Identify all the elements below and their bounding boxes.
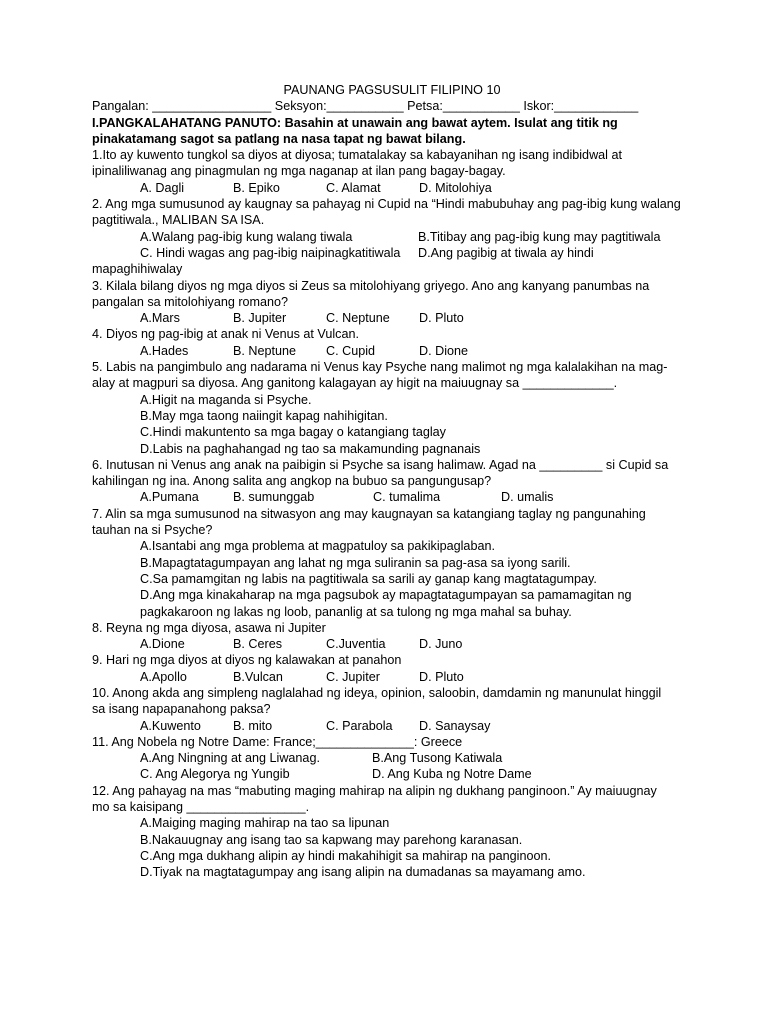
choice-c: C.Juventia (326, 637, 386, 652)
question-1-text: 1.Ito ay kuwento tungkol sa diyos at diyosa; tumatalakay sa kabayanihan ng isang indibidwal at (92, 148, 622, 163)
question-10-text-cont: sa isang napapanahong paksa? (92, 702, 271, 717)
choice-d: D.Ang pagibig at tiwala ay hindi (418, 245, 594, 260)
instructions-line-1: I.PANGKALAHATANG PANUTO: Basahin at unawain ang bawat aytem. Isulat ang titik ng (92, 115, 618, 130)
question-6-text-cont: kahilingan ng ina. Anong salita ang angkop na bubuo sa pangungusap? (92, 474, 492, 489)
page-title: PAUNANG PAGSUSULIT FILIPINO 10 (283, 83, 501, 97)
choice-c: C. Jupiter (326, 669, 380, 684)
choice-d-cont: mapaghihiwalay (92, 262, 183, 277)
choice-a: A.Hades (140, 343, 189, 358)
question-2-text: 2. Ang mga sumusunod ay kaugnay sa pahayag ni Cupid na “Hindi mabubuhay ang pag-ibig kung walang (92, 197, 681, 212)
question-11-text: 11. Ang Nobela ng Notre Dame: France;______________: Greece (92, 734, 463, 749)
question-12-text-cont: mo sa kaisipang _________________. (92, 800, 310, 815)
choice-a: A. Dagli (140, 180, 185, 195)
question-6-choices (92, 489, 692, 505)
quiz-content (92, 82, 692, 881)
choice-d: D. umalis (501, 490, 554, 505)
choice-d: D. Pluto (419, 311, 464, 326)
choice-a: A.Ang Ningning at ang Liwanag. (140, 751, 320, 766)
choice-c: C. Cupid (326, 343, 375, 358)
question-4-text: 4. Diyos ng pag-ibig at anak ni Venus at Vulcan. (92, 327, 359, 342)
choice-b: B.Ang Tusong Katiwala (372, 751, 503, 766)
choice-b: B. sumunggab (233, 490, 315, 505)
choice-c: C. Hindi wagas ang pag-ibig naipinagkatitiwala (140, 245, 401, 260)
choice-d: D. Pluto (419, 669, 464, 684)
choice-b: B.Mapagtatagumpayan ang lahat ng mga suliranin sa pag-asa sa iyong sarili. (140, 555, 571, 570)
choice-b: B. Jupiter (233, 311, 287, 326)
choice-c: C.Sa pamamgitan ng labis na pagtitiwala sa sarili ay ganap kang magtatagumpay. (140, 571, 597, 586)
choice-b: B.Vulcan (233, 669, 283, 684)
choice-b: B.Nakauugnay ang isang tao sa kapwang may parehong karanasan. (140, 832, 523, 847)
choice-b: B.Titibay ang pag-ibig kung may pagtitiwala (418, 229, 661, 244)
question-8-choices (92, 636, 692, 652)
choice-a: A.Dione (140, 637, 185, 652)
choice-b: B.May mga taong naiingit kapag nahihigitan. (140, 408, 388, 423)
choice-c: C. Parabola (326, 718, 393, 733)
choice-a: A.Higit na maganda si Psyche. (140, 392, 312, 407)
question-1-text-cont: ipinaliliwanag ang pinagmulan ng mga naganap at ilan pang bagay-bagay. (92, 164, 506, 179)
choice-c: C.Hindi makuntento sa mga bagay o katangiang taglay (140, 425, 446, 440)
question-7-text: 7. Alin sa mga sumusunod na sitwasyon ang may kaugnayan sa katangiang taglay ng pangunahing (92, 506, 646, 521)
choice-b: B. Epiko (233, 180, 280, 195)
question-3-choices (92, 310, 692, 326)
choice-d: D. Juno (419, 637, 463, 652)
question-5-text: 5. Labis na pangimbulo ang nadarama ni Venus kay Psyche nang malimot ng mga kalalakihan na mag- (92, 360, 668, 375)
choice-c: C. Neptune (326, 311, 390, 326)
question-6-text: 6. Inutusan ni Venus ang anak na paibigin si Psyche sa isang halimaw. Agad na _________ si Cupid sa (92, 457, 669, 472)
choice-d: D.Tiyak na magtatagumpay ang isang alipin na dumadanas sa mayamang amo. (140, 865, 586, 880)
choice-a: A.Apollo (140, 669, 187, 684)
choice-b: B. Neptune (233, 343, 297, 358)
choice-d: D. Dione (419, 343, 468, 358)
choice-d: D. Ang Kuba ng Notre Dame (372, 767, 532, 782)
question-5-text-cont: alay at magpuri sa diyosa. Ang ganitong kalagayan ay higit na maiuugnay sa _____________. (92, 376, 618, 391)
choice-c: C.Ang mga dukhang alipin ay hindi makahihigit sa mahirap na panginoon. (140, 848, 551, 863)
student-info-line: Pangalan: _________________ Seksyon:___________ Petsa:___________ Iskor:____________ (92, 99, 639, 114)
choice-b: B. Ceres (233, 637, 282, 652)
choice-a: A.Walang pag-ibig kung walang tiwala (140, 229, 353, 244)
question-3-text-cont: pangalan sa mitolohiyang romano? (92, 294, 289, 309)
question-11-choices-cd (92, 766, 692, 782)
question-8-text: 8. Reyna ng mga diyosa, asawa ni Jupiter (92, 620, 326, 635)
choice-c: C. Alamat (326, 180, 381, 195)
choice-d: D. Sanaysay (419, 718, 491, 733)
choice-d: D.Labis na paghahangad ng tao sa makamunding pagnanais (140, 441, 481, 456)
question-10-choices (92, 718, 692, 734)
question-9-choices (92, 669, 692, 685)
question-3-text: 3. Kilala bilang diyos ng mga diyos si Zeus sa mitolohiyang griyego. Ano ang kanyang panumbas na (92, 278, 650, 293)
choice-a: A.Mars (140, 311, 180, 326)
question-7-text-cont: tauhan na si Psyche? (92, 523, 213, 538)
question-10-text: 10. Anong akda ang simpleng naglalahad ng ideya, opinion, saloobin, damdamin ng manunulat hinggil (92, 685, 662, 700)
choice-c: C. tumalima (373, 490, 441, 505)
choice-c: C. Ang Alegorya ng Yungib (140, 767, 290, 782)
choice-a: A.Kuwento (140, 718, 201, 733)
choice-a: A.Isantabi ang mga problema at magpatuloy sa pakikipaglaban. (140, 539, 495, 554)
instructions-line-2: pinakatamang sagot sa patlang na nasa tapat ng bawat bilang. (92, 131, 466, 146)
choice-d: D.Ang mga kinakaharap na mga pagsubok ay mapagtatagumpayan sa pamamagitan ng (140, 588, 632, 603)
question-11-choices-ab (92, 750, 692, 766)
choice-b: B. mito (233, 718, 273, 733)
question-2-text-cont: pagtitiwala., MALIBAN SA ISA. (92, 213, 265, 228)
question-9-text: 9. Hari ng mga diyos at diyos ng kalawakan at panahon (92, 653, 402, 668)
choice-d-cont: pagkakaroon ng lakas ng loob, pananlig at sa tulong ng mga mahal sa buhay. (140, 604, 572, 619)
question-4-choices (92, 343, 692, 359)
question-2-choices-ab (92, 229, 692, 245)
choice-a: A.Pumana (140, 490, 199, 505)
question-12-text: 12. Ang pahayag na mas “mabuting maging mahirap na alipin ng dukhang panginoon.” Ay maiuugnay (92, 783, 657, 798)
choice-a: A.Maiging maging mahirap na tao sa lipunan (140, 816, 390, 831)
choice-d: D. Mitolohiya (419, 180, 492, 195)
question-1-choices (92, 180, 692, 196)
question-2-choices-cd (92, 245, 692, 261)
